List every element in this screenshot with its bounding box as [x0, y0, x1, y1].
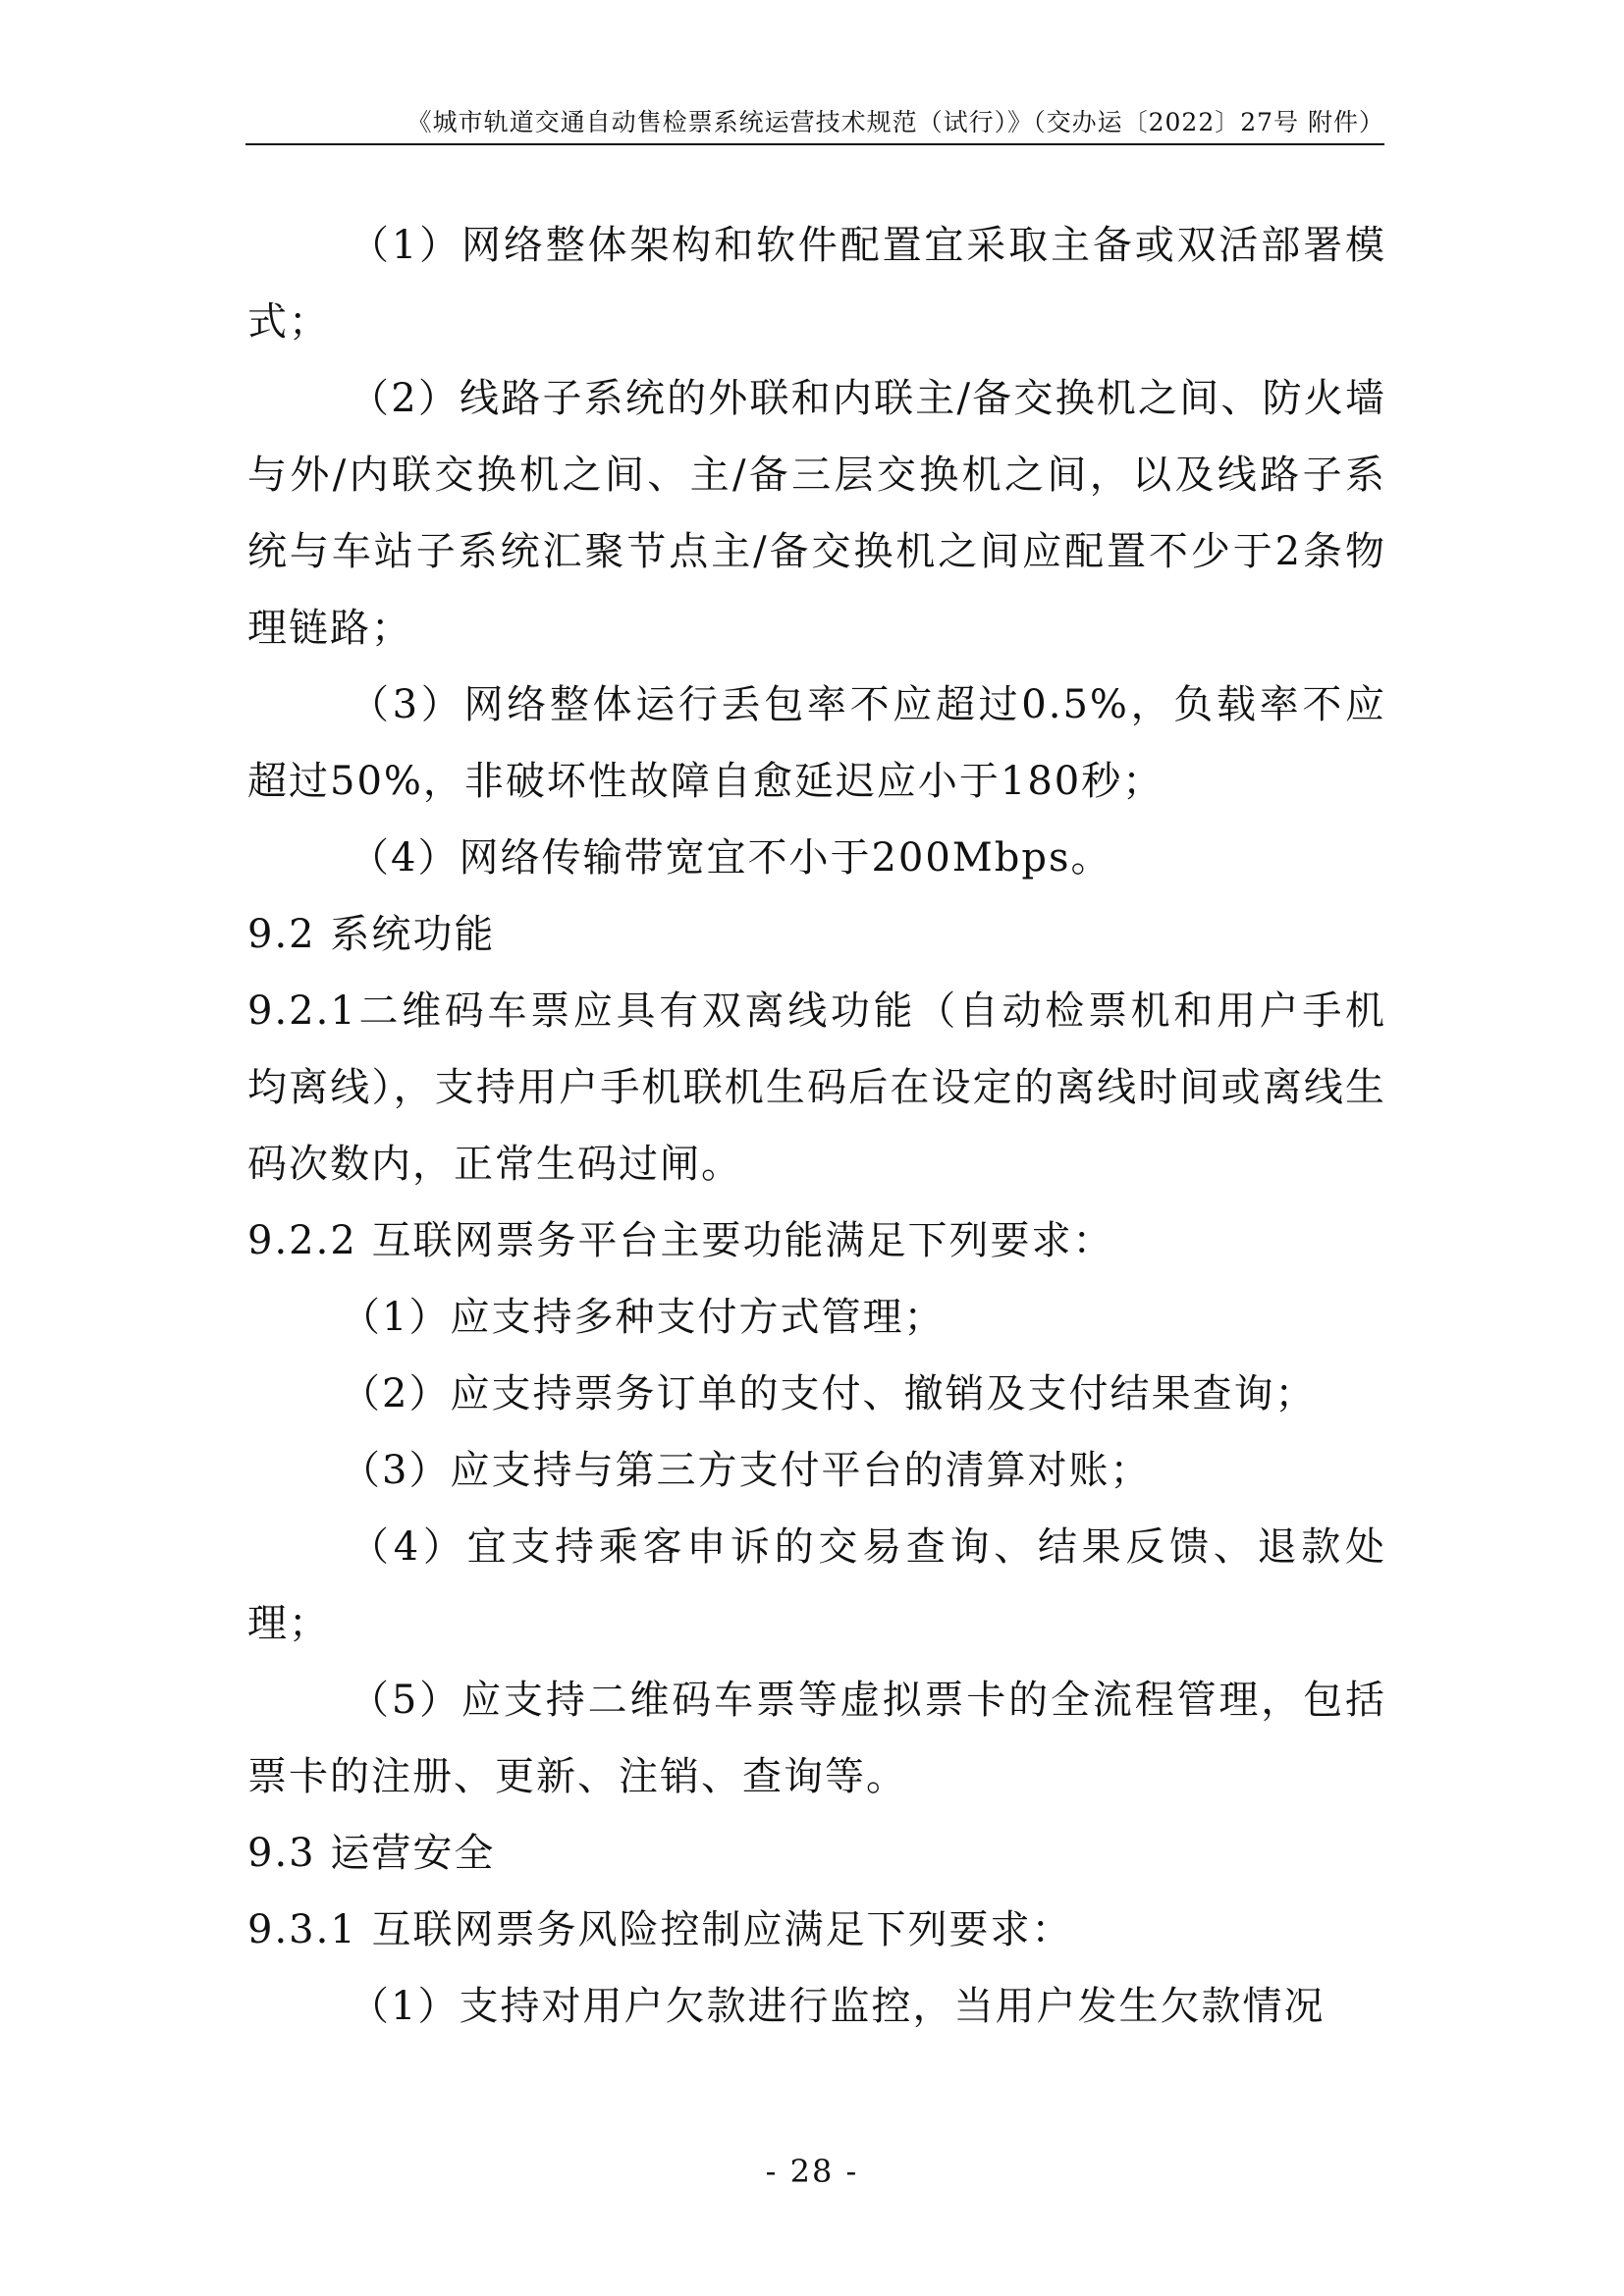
clause-9-2-2: 9.2.2 互联网票务平台主要功能满足下列要求： — [247, 1218, 1114, 1263]
document-body — [247, 207, 1386, 2045]
list-item-order-payment: （2）应支持票务订单的支付、撤销及支付结果查询； — [341, 1371, 1317, 1416]
section-heading-9-3: 9.3 运营安全 — [247, 1831, 496, 1876]
page-number: - 28 - — [765, 2153, 859, 2190]
clause-9-3-1: 9.3.1 互联网票务风险控制应满足下列要求： — [247, 1907, 1073, 1952]
list-item-clearing: （3）应支持与第三方支付平台的清算对账； — [341, 1448, 1152, 1493]
running-header: 《城市轨道交通自动售检票系统运营技术规范（试行）》（交办运〔2022〕27号 附件） — [406, 108, 1384, 136]
clause-9-2-1: 9.2.1二维码车票应具有双离线功能（自动检票机和用户手机均离线），支持用户手机联机生码后在设定的离线时间或离线生码次数内，正常生码过闸。 — [247, 988, 1386, 1187]
list-item-complaints: （4）宜支持乘客申诉的交易查询、结果反馈、退款处理； — [247, 1524, 1386, 1646]
list-item-packet-loss: （3）网络整体运行丢包率不应超过0.5%，负载率不应超过50%，非破坏性故障自愈延迟应小于180秒； — [247, 682, 1386, 804]
list-item-payment-methods: （1）应支持多种支付方式管理； — [341, 1295, 946, 1340]
list-item-network-architecture: （1）网络整体架构和软件配置宜采取主备或双活部署模式； — [247, 223, 1386, 345]
list-item-physical-links: （2）线路子系统的外联和内联主/备交换机之间、防火墙与外/内联交换机之间、主/备三层交换机之间，以及线路子系统与车站子系统汇聚节点主/备交换机之间应配置不少于2条物理链路； — [247, 376, 1386, 651]
header-divider — [245, 143, 1384, 145]
section-heading-9-2: 9.2 系统功能 — [247, 912, 496, 957]
list-item-virtual-cards: （5）应支持二维码车票等虚拟票卡的全流程管理，包括票卡的注册、更新、注销、查询等。 — [247, 1678, 1386, 1799]
list-item-debt-monitoring: （1）支持对用户欠款进行监控，当用户发生欠款情况 — [350, 1984, 1326, 2029]
list-item-bandwidth: （4）网络传输带宽宜不小于200Mbps。 — [350, 835, 1112, 881]
